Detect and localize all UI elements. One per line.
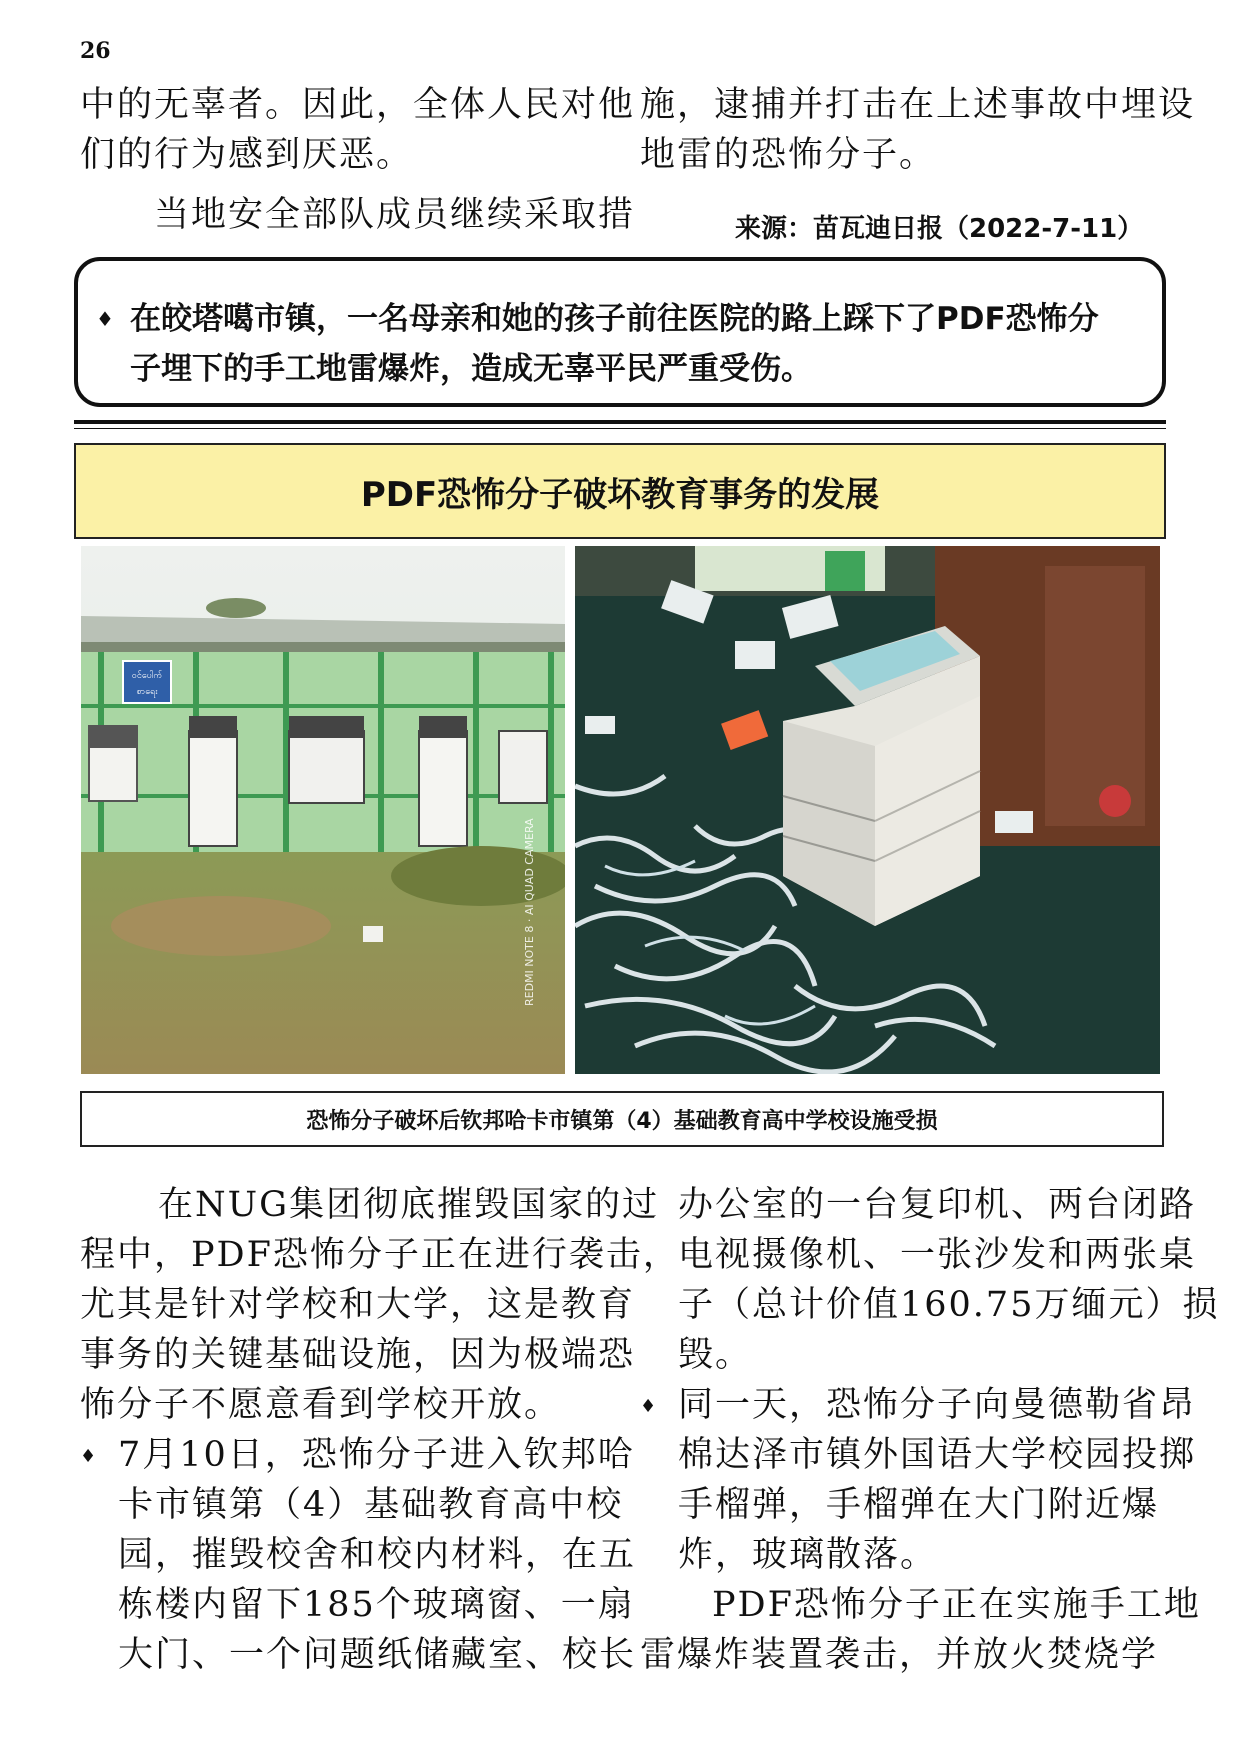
body-left-line-1: 在NUG集团彻底摧毁国家的过 [158,1185,660,1225]
body-right-line-9: PDF恐怖分子正在实施手工地 [712,1585,1201,1625]
notice-line-2: 子埋下的手工地雷爆炸，造成无辜平民严重受伤。 [130,351,812,387]
diamond-bullet-icon: ♦ [640,1396,657,1417]
body-left-line-2: 程中，PDF恐怖分子正在进行袭击， [80,1235,680,1275]
body-left-line-8: 园，摧毁校舍和校内材料，在五 [118,1535,637,1575]
body-right-line-4: 毁。 [678,1335,753,1375]
body-left-line-6: 7月10日，恐怖分子进入钦邦哈 [118,1435,635,1475]
section-divider-thin [74,428,1166,429]
body-left-line-10: 大门、一个问题纸储藏室、校长 [118,1635,637,1675]
sign-line-1: ဝင်ပေါက် [131,671,163,681]
body-right-line-5: 同一天，恐怖分子向曼德勒省昂 [678,1385,1197,1425]
top-right-line-1: 施，逮捕并打击在上述事故中埋设 [640,85,1196,125]
camera-watermark: REDMI NOTE 8 · AI QUAD CAMERA [523,818,536,1006]
photo-damaged-school-building [81,546,565,1074]
notice-box [74,257,1166,407]
top-right-line-2: 地雷的恐怖分子。 [640,135,937,175]
body-right-line-3: 子（总计价值160.75万缅元）损 [678,1285,1220,1325]
source-citation: 来源：苗瓦迪日报（2022-7-11） [735,214,1144,244]
sign-line-2: စာရေး [136,687,158,697]
photo-caption: 恐怖分子破坏后钦邦哈卡市镇第（4）基础教育高中学校设施受损 [306,1108,938,1134]
notice-line-1: 在皎塔噶市镇，一名母亲和她的孩子前往医院的路上踩下了PDF恐怖分 [130,301,1099,337]
body-left-line-4: 事务的关键基础设施，因为极端恐 [80,1335,636,1375]
body-left-line-3: 尤其是针对学校和大学，这是教育 [80,1285,636,1325]
diamond-bullet-icon: ♦ [96,307,114,331]
body-right-line-10: 雷爆炸装置袭击，并放火焚烧学 [640,1635,1159,1675]
diamond-bullet-icon: ♦ [80,1446,97,1467]
body-left-line-5: 怖分子不愿意看到学校开放。 [80,1385,562,1425]
section-divider [74,420,1166,424]
photo-caption-box [80,1091,1164,1147]
section-title: PDF恐怖分子破坏教育事务的发展 [360,474,880,515]
top-left-line-2: 们的行为感到厌恶。 [80,135,414,175]
page-number: 26 [80,38,111,64]
body-right-line-2: 电视摄像机、一张沙发和两张桌 [678,1235,1197,1275]
body-right-line-7: 手榴弹，手榴弹在大门附近爆 [678,1485,1160,1525]
body-left-line-7: 卡市镇第（4）基础教育高中校 [118,1485,624,1525]
body-right-line-1: 办公室的一台复印机、两台闭路 [678,1185,1197,1225]
section-title-box [74,443,1166,539]
top-left-line-3: 当地安全部队成员继续采取措 [154,195,636,235]
top-left-line-1: 中的无辜者。因此，全体人民对他 [80,85,636,125]
body-right-line-6: 棉达泽市镇外国语大学校园投掷 [678,1435,1197,1475]
body-left-line-9: 栋楼内留下185个玻璃窗、一扇 [118,1585,635,1625]
body-right-line-8: 炸，玻璃散落。 [678,1535,938,1575]
photo-destroyed-office-copier [575,546,1160,1074]
